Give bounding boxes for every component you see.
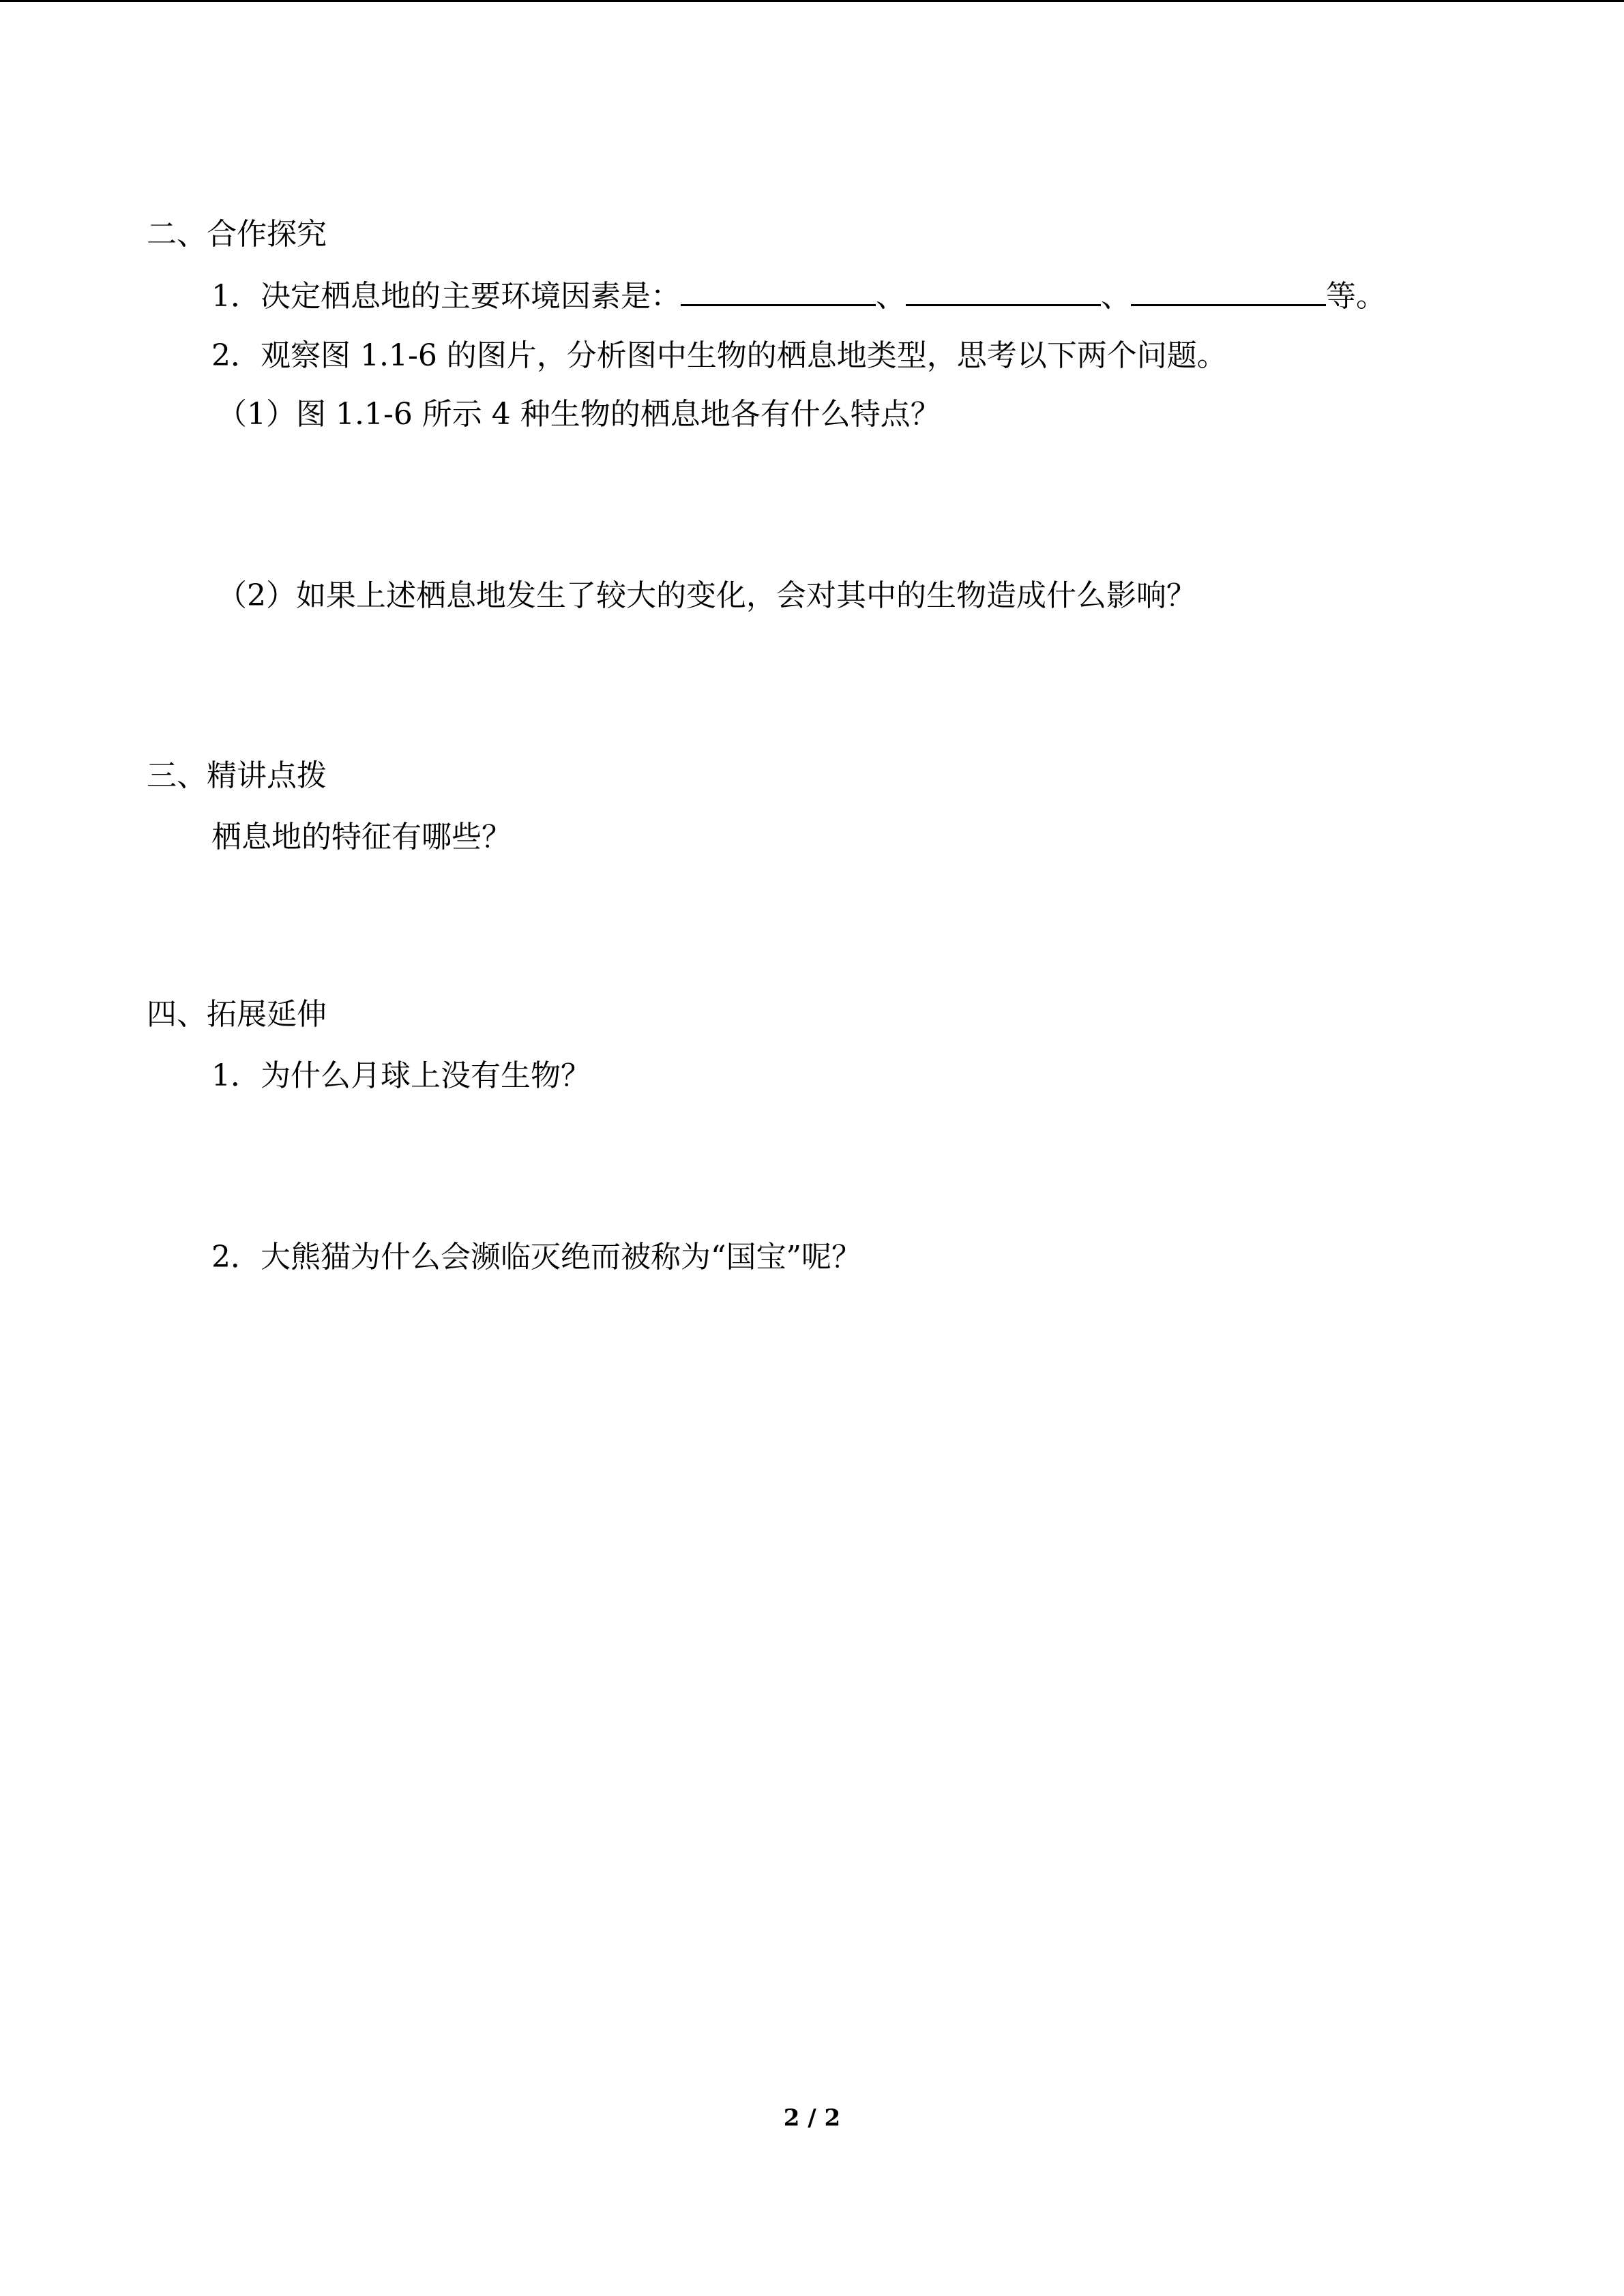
- section-heading-cooperate: 二、合作探究: [147, 217, 327, 252]
- question-2-sub-1: （1）图 1.1-6 所示 4 种生物的栖息地各有什么特点？: [217, 397, 941, 432]
- question-2: 2．观察图 1.1-6 的图片，分析图中生物的栖息地类型，思考以下两个问题。: [211, 338, 1227, 373]
- question-1-prefix: 1．决定栖息地的主要环境因素是：: [211, 279, 681, 314]
- question-1-suffix: 等。: [1326, 279, 1386, 314]
- question-1-separator-1: 、: [876, 279, 906, 314]
- section-heading-explain: 三、精讲点拨: [147, 758, 327, 793]
- answer-blank-1[interactable]: [681, 277, 876, 306]
- answer-blank-2[interactable]: [906, 277, 1101, 306]
- extend-question-2: 2．大熊猫为什么会濒临灭绝而被称为“国宝”呢？: [211, 1240, 861, 1274]
- page-number: 2 / 2: [783, 2104, 841, 2132]
- explain-question: 栖息地的特征有哪些？: [211, 820, 512, 854]
- question-2-sub-2: （2）如果上述栖息地发生了较大的变化，会对其中的生物造成什么影响？: [217, 578, 1196, 613]
- question-1-separator-2: 、: [1101, 279, 1131, 314]
- question-1-fill-in: [211, 277, 1386, 316]
- answer-blank-3[interactable]: [1131, 277, 1326, 306]
- extend-question-1: 1．为什么月球上没有生物？: [211, 1058, 591, 1093]
- page-top-border: [0, 0, 1624, 2]
- section-heading-extend: 四、拓展延伸: [147, 997, 327, 1032]
